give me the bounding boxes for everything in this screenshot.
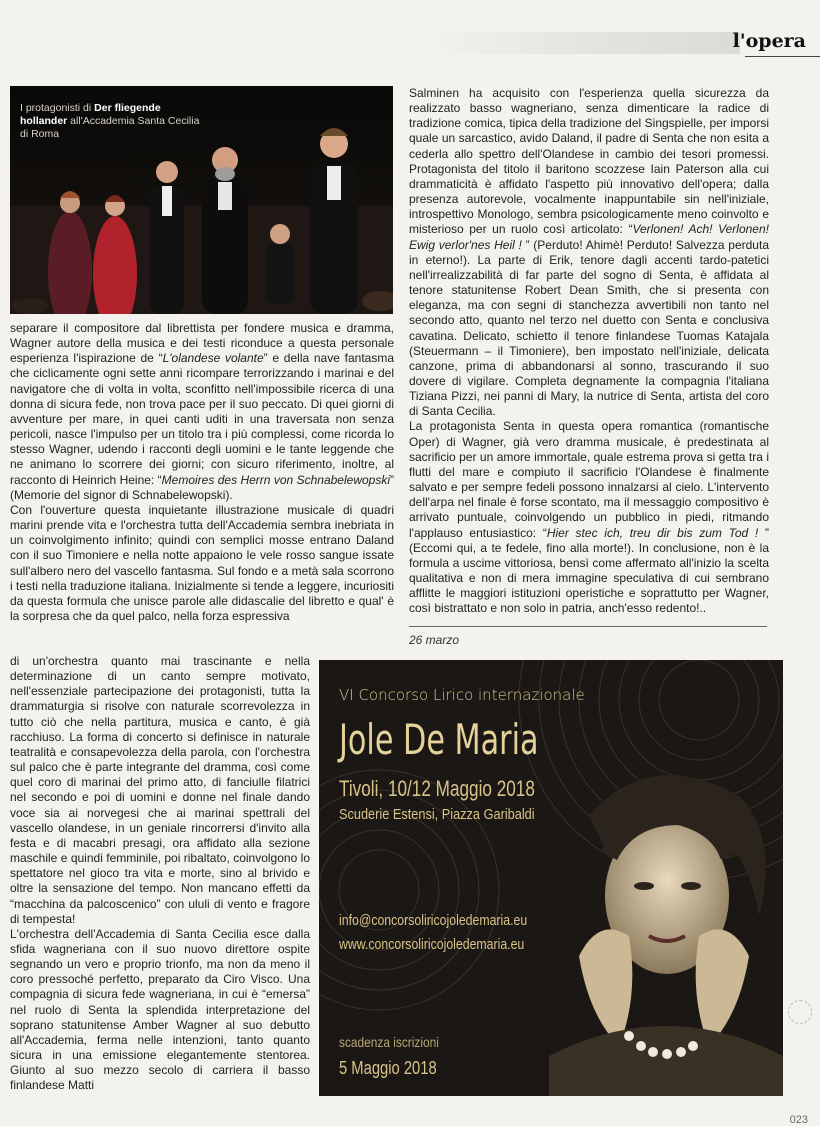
date-rule [409,626,767,627]
performers-photo [10,86,393,314]
ad-dates: Tivoli, 10/12 Maggio 2018 [339,776,535,801]
caption-opera-title: Der fliegende hollander [20,102,161,127]
article-left-column-top [10,321,394,624]
ad-title: Jole De Maria [339,715,539,764]
photo-caption: I protagonisti di Der fliegende hollander all'Accademia Santa Cecilia di Roma [20,102,200,140]
article-left-column-bottom [10,654,310,1094]
article-paragraph: La protagonista Senta in questa opera romantica (romantische Oper) di Wagner, già vero dramma musicale, è predestinata al sacrificio per un amore immortale, quale estrema prova si getta tra i flutti del mare e compiuto il sacrificio l'Olandese è finalmente salvato e per sempre fedeli possono innalzarsi al cielo. L'intervento dell'arpa nel finale è forse scontato, ma il messaggio compositivo è arrivato puntuale, coinvolgendo un pubblico in piedi, ritmando l'applauso entusiastico: “Hier stec ich, treu dir bis zum Tod ! ” (Eccomi qui, a te fedele, fino alla morte!). In conclusione, non è la formula a uscime vittoriosa, bensì come affermato all'inizio la scelta qualitativa e non di mera immagine speculativa di cui sembrano afflitte le maggiori istituzioni operistiche e soprattutto per Wagner, così bistrattato e non solo in patria, anch'esso redento!.. [409,419,769,616]
article-paragraph: separare il compositore dal librettista per fondere musica e dramma, Wagner autore della musica e dei testi riconduce a questa personale esperienza l'ispirazione de “L'olandese volante” e della nave fantasma che ciclicamente ogni sette anni ricompare terrorizzando i marinai e del navigatore che di volta in volta, sconfitto nell'impossibile ricerca di una donna di sicura fede, non trova pace per il suo peccato. Di quei giorni di avventure per mare, in quei canti uditi in una traversata non senza pericoli, nasce l'impulso per un titolo tra i più complessi, come ricorda lo stesso Wagner, udendo i racconti degli uomini e le tante leggende che ne animano lo scorrere dei giorni; con sicuro riferimento, inoltre, al racconto di Heinrich Heine: “Memoires des Herrn von Schnabelewopski” (Memorie del signor di Schnabelewopski). [10,321,395,502]
article-paragraph: Con l'ouverture questa inquietante illustrazione musicale di quadri marini prende vita e l'orchestra tutta dell'Accademia sembra inebriata in un coinvolgimento infinito; quindi con semplici mosse entrano Daland con il suo Timoniere e nella notte appaiono le vele rosso sangue issate sull'albero nero del vascello fantasma. Sul fondo e a metà sala scorrono i testi nella traduzione italiana. Inizialmente si tende a leggere, incuriositi da questa formula che unisce parole alle didascalie del libretto e qual' è la sorpresa che da quel palco, nella forza espressiva [10,502,394,623]
ad-deadline-label: scadenza iscrizioni [339,1034,439,1050]
magazine-masthead: l'opera [732,30,806,52]
article-paragraph: L'orchestra dell'Accademia di Santa Cecilia esce dalla sfida wagneriana con il suo nuovo direttore ospite segnando un vero e proprio trionfo, ma non da meno il coro pressoché perfetto, preparato da Ciro Visco. Una compagnia di sicura fede wagneriana, in cui è “emersa” nel ruolo di Senta la splendida interpretazione del soprano statunitense Amber Wagner al suo debutto all'Accademia, ferma nelle intenzioni, tanto quanto sicura in una emissione elegantemente stentorea. Giunto al suo mezzo secolo di carriera il basso finlandese Matti [10,926,310,1093]
page-number: 023 [789,1114,808,1126]
competition-advertisement [319,660,783,1096]
ad-deadline: 5 Maggio 2018 [339,1058,437,1078]
article-right-column [409,86,769,616]
article-paragraph: Salminen ha acquisito con l'esperienza quella sicurezza da realizzato basso wagneriano, senza dimenticare la radice di tradizione comica, tipica della tradizione del Singspielle, per imporsi quale un sarcastico, avido Daland, il padre di Senta che non esita a cederla allo spettro dell'Olandese in cambio dei tesori promessi. Protagonista del titolo il baritono scozzese Iain Paterson alla cui drammaticità è affidato l'aspetto più innovativo dell'opera; dalla presenza autorevole, vocalmente inappuntabile sin nell'iniziale, introspettivo Monologo, sembra psicologicamente meno coinvolto e misterioso per un ruolo così articolato: “Verlonen! Ach! Verlonen! Ewig verlor'nes Heil ! ” (Perduto! Ahimè! Perduto! Salvezza perduta in eterno!). La parte di Erik, tenore dagli accenti tardo-patetici nell'irrealizzabilità di far parte del sogno di Senta, è affidata al tenore statunitense Robert Dean Smith, che si presenta con eleganza, ma con segni di stanchezza avvertibili non tanto nel secondo atto, quanto nel terzo nel duetto con Senta e conclusiva cavatina. Delicato, schietto il tenore finlandese Tuomas Katajala (Steuermann – il Timoniere), ben impostato nell'iniziale, delicata canzone, prima di abbandonarsi al sonno, trascurando il suo dovere di vigilare. Completa degnamente la compagnia l'italiana Tiziana Pizzi, nei panni di Mary, la nutrice di Senta, artista del coro di Santa Cecilia. [409,86,769,419]
ad-competition-name: VI Concorso Lirico internazionale [339,686,585,704]
corner-emblem [788,1000,812,1024]
ad-email: info@concorsoliricojoledemaria.eu [339,912,528,929]
masthead-rule [745,56,820,57]
article-date: 26 marzo [409,633,460,647]
ad-website: www.concorsoliricojoledemaria.eu [339,936,525,953]
article-paragraph: di un'orchestra quanto mai trascinante e nella determinazione di un canto sempre motivato, nell'essenziale partecipazione dei protagonisti, tutta la drammaturgia si risolve con naturale scorrevolezza in tutto ciò che nella partitura, musica e canto, è già racchiuso. La forma di concerto si definisce in naturale teatralità e consapevolezza della parola, con l'orchestra sul palco che è parte integrante del dramma, così come quel coro di marinai del primo atto, di fanciulle filatrici nel secondo e poi di uomini e donne nel finale dando voce sia ai norvegesi che ai marinai spettrali del vascello olandese, in un geniale rincorrersi d'invito alla festa e di macabri presagi, ora affidato alla sezione maschile e quindi femminile, poi ribaltato, coinvolgono lo spettatore nel gioco tra vita e morte, sino al brivido e oltre la sensazione del tempo. Non mancano effetti da “macchina da palcoscenico” con ululi di vento e fragore di tempesta! [10,654,310,926]
header-band [0,0,820,56]
singer-portrait [549,756,783,1096]
ad-venue: Scuderie Estensi, Piazza Garibaldi [339,806,535,823]
